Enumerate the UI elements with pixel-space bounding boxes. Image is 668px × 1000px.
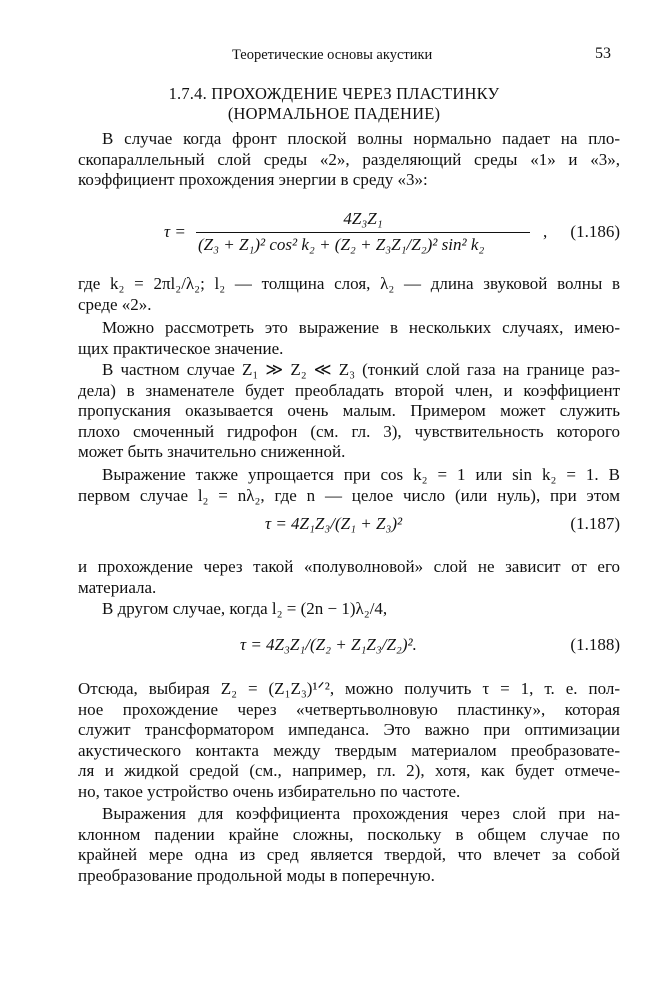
- equation-lhs: τ =: [164, 222, 186, 241]
- paragraph-line: плохо смоченный гидрофон (см. гл. 3), чувствительность которого: [78, 421, 620, 441]
- paragraph-line: В частном случае Z₁ ≫ Z₂ ≪ Z₃ (тонкий слой газа на границе раз-: [102, 360, 620, 379]
- equation-formula: τ = 4Z₃Z₁/(Z₂ + Z₁Z₃/Z₂)².: [240, 635, 417, 654]
- page-header: [0, 47, 668, 69]
- paragraph-3: [78, 318, 620, 359]
- paragraph-line: материала.: [78, 577, 157, 597]
- paragraph-6: [78, 557, 620, 598]
- equation-number: (1.187): [570, 514, 620, 533]
- paragraph-7: [78, 599, 620, 620]
- paragraph-line: первом случае l₂ = nλ₂, где n — целое число (или нуль), при этом: [78, 485, 620, 505]
- fraction-bar: [196, 232, 530, 233]
- paragraph-line: ля и жидкой средой (см., например, гл. 2), хотя, как будет отмече-: [78, 761, 620, 781]
- paragraph-line: ное прохождение через «четвертьволновую пластинку», которая: [78, 699, 620, 719]
- paragraph-line: скопараллельный слой среды «2», разделяющий среды «1» и «3»,: [78, 149, 620, 169]
- equation-1-188: [78, 635, 620, 659]
- equation-numerator: 4Z₃Z₁: [343, 209, 383, 228]
- equation-number: (1.188): [570, 635, 620, 654]
- paragraph-line: В случае когда фронт плоской волны нормально падает на пло-: [102, 129, 620, 148]
- paragraph-line: Можно рассмотреть это выражение в нескольких случаях, имею-: [102, 318, 620, 337]
- paragraph-1: [78, 129, 620, 191]
- paragraph-4: [78, 360, 620, 463]
- paragraph-line: щих практическое значение.: [78, 338, 284, 358]
- paragraph-5: [78, 465, 620, 506]
- paragraph-line: клонном падении крайне сложны, поскольку в общем случае по: [78, 824, 620, 844]
- paragraph-line: пропускания оказывается очень малым. Примером может служить: [78, 401, 620, 421]
- paragraph-2: [78, 274, 620, 315]
- paragraph-line: где k₂ = 2πl₂/λ₂; l₂ — толщина слоя, λ₂ — длина звуковой волны в: [78, 274, 620, 293]
- paragraph-line: крайней мере одна из сред является твердой, что влечет за собой: [78, 845, 620, 865]
- equation-number: (1.186): [570, 222, 620, 241]
- paragraph-line: среде «2».: [78, 294, 152, 314]
- equation-1-186: [78, 205, 620, 265]
- paragraph-line: коэффициент прохождения энергии в среду «3»:: [78, 170, 428, 190]
- section-title-line-2: (НОРМАЛЬНОЕ ПАДЕНИЕ): [227, 104, 441, 123]
- equation-denominator: (Z₃ + Z₁)² cos² k₂ + (Z₂ + Z₃Z₁/Z₂)² sin² k₂: [198, 235, 485, 254]
- section-title-line-1: 1.7.4. ПРОХОЖДЕНИЕ ЧЕРЕЗ ПЛАСТИНКУ: [168, 84, 500, 103]
- paragraph-line: дела) в знаменателе будет преобладать второй член, и коэффициент: [78, 380, 620, 400]
- running-title: Теоретические основы акустики: [232, 47, 433, 63]
- paragraph-line: Выражение также упрощается при cos k₂ = 1 или sin k₂ = 1. В: [102, 465, 620, 484]
- paragraph-line: служит трансформатором импеданса. Это важно при оптимизации: [78, 720, 620, 740]
- page-number: 53: [595, 45, 611, 62]
- section-title: [0, 84, 668, 124]
- paragraph-line: акустического контакта между твердым материалом преобразовате-: [78, 740, 620, 760]
- equation-comma: ,: [543, 222, 548, 241]
- paragraph-line: но, такое устройство очень избирательно по частоте.: [78, 781, 461, 801]
- paragraph-line: В другом случае, когда l₂ = (2n − 1)λ₂/4,: [102, 599, 388, 618]
- paragraph-9: [78, 804, 620, 886]
- paragraph-8: [78, 679, 620, 803]
- paragraph-line: может быть значительно сниженной.: [78, 442, 346, 462]
- equation-formula: τ = 4Z₁Z₃/(Z₁ + Z₃)²: [265, 514, 403, 533]
- paragraph-line: Отсюда, выбирая Z₂ = (Z₁Z₃)¹ᐟ², можно получить τ = 1, т. е. пол-: [78, 679, 620, 698]
- paragraph-line: преобразование продольной моды в поперечную.: [78, 865, 435, 885]
- paragraph-line: и прохождение через такой «полуволновой» слой не зависит от его: [78, 557, 620, 576]
- equation-1-187: [78, 514, 620, 538]
- paragraph-line: Выражения для коэффициента прохождения через слой при на-: [102, 804, 620, 823]
